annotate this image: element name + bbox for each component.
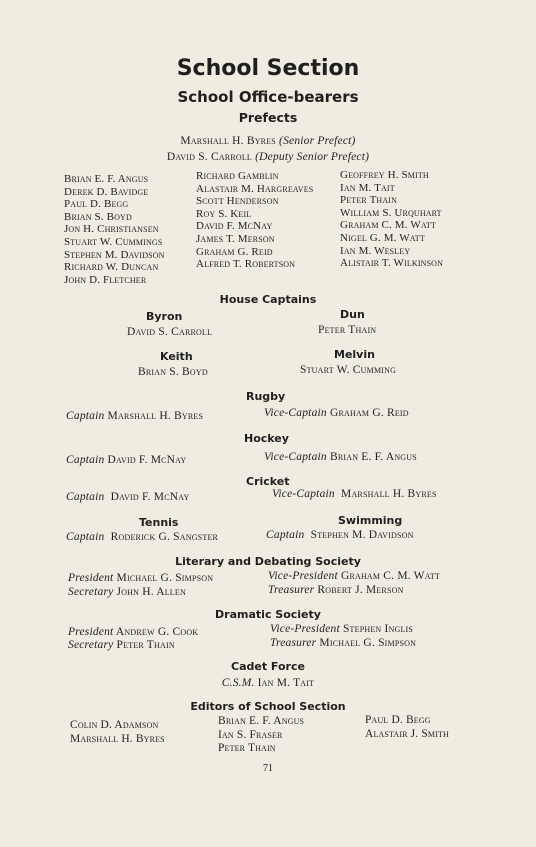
editor-name: Brian E. F. Angus	[218, 715, 305, 727]
prefect-name: Brian S. Boyd	[64, 210, 132, 223]
prefects-heading: Prefects	[238, 110, 298, 125]
editor-name: Marshall H. Byres	[70, 733, 165, 745]
deputy-prefect-line	[0, 151, 536, 163]
deputy-prefect-name: David S. Carroll	[166, 151, 253, 163]
cricket-vice-captain: Vice-Captain Marshall H. Byres	[272, 488, 437, 500]
swimming-heading: Swimming	[338, 514, 403, 527]
prefect-name: Brian E. F. Angus	[64, 173, 149, 185]
dramatic-society-heading: Dramatic Society	[215, 608, 321, 621]
prefect-name: Peter Thain	[340, 194, 398, 207]
prefects-column-3	[340, 169, 443, 270]
prefect-name: Nigel G. M. Watt	[340, 231, 425, 244]
prefect-name: Graham C. M. Watt	[340, 219, 436, 232]
prefect-name: Stephen M. Davidson	[64, 248, 165, 261]
hockey-vice-captain: Vice-Captain Brian E. F. Angus	[264, 451, 417, 463]
tennis-heading: Tennis	[139, 516, 179, 529]
cricket-heading: Cricket	[246, 475, 290, 488]
editor-name: Colin D. Adamson	[70, 719, 159, 731]
literary-treasurer: Treasurer Robert J. Merson	[268, 584, 404, 596]
tennis-captain: Captain Roderick G. Sangster	[66, 531, 219, 543]
editors-right-column	[365, 713, 449, 741]
prefects-column-1	[64, 173, 165, 286]
house-byron-captain: David S. Carroll	[127, 326, 213, 338]
prefect-name: Jon H. Christiansen	[64, 223, 159, 236]
house-dun: Dun	[340, 308, 365, 321]
house-melvin: Melvin	[334, 348, 375, 361]
prefect-name: Ian M. Tait	[340, 181, 395, 194]
editors-left-column	[70, 718, 165, 746]
deputy-prefect-role: (Deputy Senior Prefect)	[255, 151, 370, 163]
prefect-name: Geoffrey H. Smith	[340, 169, 429, 181]
senior-prefect-name: Marshall H. Byres	[180, 135, 276, 147]
prefect-name: William S. Urquhart	[340, 206, 442, 219]
editor-name: Alastair J. Smith	[365, 728, 449, 740]
literary-society-heading: Literary and Debating Society	[175, 555, 361, 568]
prefect-name: Graham G. Reid	[196, 245, 273, 258]
prefect-name: David F. McNay	[196, 220, 273, 233]
literary-president: President Michael G. Simpson	[68, 572, 214, 584]
prefect-name: Stuart W. Cummings	[64, 235, 163, 248]
editor-name: Paul D. Begg	[365, 714, 431, 726]
prefect-name: Alastair M. Hargreaves	[196, 182, 314, 195]
prefect-name: Roy S. Keil	[196, 207, 252, 220]
house-keith: Keith	[160, 350, 193, 363]
prefect-name: Derek D. Bavidge	[64, 185, 149, 198]
page-title: School Section	[176, 56, 360, 81]
house-melvin-captain: Stuart W. Cumming	[300, 364, 397, 376]
editor-name: Ian S. Fraser	[218, 728, 283, 741]
prefect-name: James T. Merson	[196, 232, 275, 245]
rugby-vice-captain: Vice-Captain Graham G. Reid	[264, 407, 409, 419]
senior-prefect-role: (Senior Prefect)	[279, 135, 356, 147]
literary-vice-president: Vice-President Graham C. M. Watt	[268, 570, 441, 582]
editors-middle-column	[218, 715, 304, 756]
hockey-heading: Hockey	[244, 432, 289, 445]
house-keith-captain: Brian S. Boyd	[138, 366, 208, 378]
rugby-heading: Rugby	[246, 390, 286, 403]
cricket-captain: Captain David F. McNay	[66, 491, 190, 503]
rugby-captain: Captain Marshall H. Byres	[66, 410, 204, 422]
house-captains-heading: House Captains	[219, 293, 317, 306]
prefect-name: Richard W. Duncan	[64, 261, 159, 274]
editors-heading: Editors of School Section	[190, 700, 346, 713]
page-number: 71	[263, 763, 273, 774]
editor-name: Peter Thain	[218, 742, 276, 754]
prefect-name: John D. Fletcher	[64, 273, 147, 286]
literary-secretary: Secretary John H. Allen	[68, 586, 186, 598]
prefect-name: Richard Gamblin	[196, 170, 279, 182]
house-dun-captain: Peter Thain	[318, 324, 377, 336]
cadet-csm: C.S.M. Ian M. Tait	[221, 677, 315, 689]
prefects-column-2	[196, 170, 313, 271]
dramatic-secretary: Secretary Peter Thain	[68, 639, 175, 651]
dramatic-vice-president: Vice-President Stephen Inglis	[270, 623, 414, 635]
dramatic-president: President Andrew G. Cook	[68, 626, 199, 638]
section-subtitle: School Office-bearers	[177, 88, 359, 106]
house-byron: Byron	[146, 310, 183, 323]
prefect-name: Alistair T. Wilkinson	[340, 257, 444, 270]
dramatic-treasurer: Treasurer Michael G. Simpson	[270, 637, 417, 649]
prefect-name: Alfred T. Robertson	[196, 258, 296, 271]
prefect-name: Paul D. Begg	[64, 198, 129, 211]
senior-prefect-line	[0, 135, 536, 147]
swimming-captain: Captain Stephen M. Davidson	[266, 529, 414, 541]
prefect-name: Ian M. Wesley	[340, 244, 411, 257]
prefect-name: Scott Henderson	[196, 195, 279, 208]
cadet-force-heading: Cadet Force	[231, 660, 305, 673]
hockey-captain: Captain David F. McNay	[66, 454, 187, 466]
